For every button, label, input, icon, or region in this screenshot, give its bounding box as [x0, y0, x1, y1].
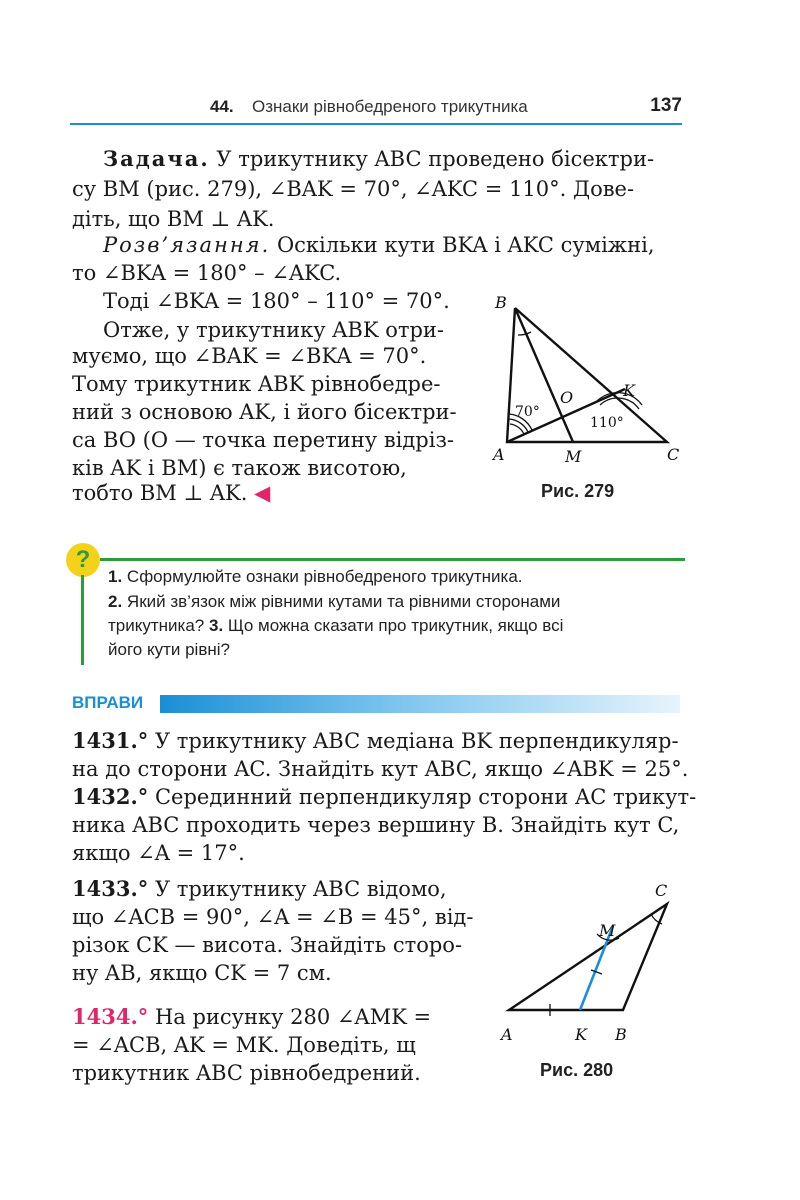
question-line-3 [108, 614, 563, 638]
solution-text-1: Оскільки кути BKA і AKC суміжні, [276, 233, 655, 257]
question-2-text-b: трикутника? [108, 616, 205, 635]
figure-279 [485, 290, 695, 470]
label-a-279: A [493, 445, 505, 464]
exercise-1431-text-1: У трикутнику ABC медіана BK перпендикуляр- [154, 729, 679, 753]
solution-text-10: тобто BM ⊥ AK. [72, 481, 248, 505]
questions-block [66, 543, 686, 668]
header-rule [70, 123, 682, 125]
solution-line-9: ків AK і BM) є також висотою, [72, 456, 407, 480]
exercise-1432-line-3: якщо ∠A = 17°. [72, 841, 245, 865]
question-mark-glyph: ? [75, 546, 91, 573]
page-number: 137 [650, 95, 682, 116]
question-mark-icon [66, 543, 100, 577]
question-1-number: 1. [108, 567, 123, 586]
exercise-1433-line-4: ну AB, якщо CK = 7 см. [72, 961, 332, 985]
exercise-1433-line-3: різок CK — висота. Знайдіть сторо- [72, 933, 463, 957]
bisector-bm [515, 308, 573, 442]
exercise-1433-text-1: У трикутнику ABC відомо, [154, 877, 447, 901]
exercise-1434-line-1 [72, 1002, 431, 1032]
problem-line-1 [103, 144, 654, 174]
solution-line-10 [72, 478, 270, 508]
questions-left-rule [81, 575, 84, 665]
solution-line-6: Тому трикутник ABK рівнобедре- [72, 372, 441, 396]
exercise-1434-text-1: На рисунку 280 ∠AMK = [154, 1005, 432, 1029]
solution-line-7: ний з основою AK, і його бісектри- [72, 400, 457, 424]
triangle-abc-280 [509, 904, 667, 1010]
question-1-text: Сформулюйте ознаки рівнобедреного трикутника. [126, 567, 523, 586]
figure-280-caption: Рис. 280 [540, 1060, 614, 1080]
exercise-1433-line-2: що ∠ACB = 90°, ∠A = ∠B = 45°, від- [72, 905, 474, 929]
exercises-label: ВПРАВИ [72, 693, 144, 712]
problem-line-2: су BM (рис. 279), ∠BAK = 70°, ∠AKC = 110°. Дове- [72, 177, 635, 201]
solution-line-5: муємо, що ∠BAK = ∠BKA = 70°. [72, 344, 427, 368]
problem-label: Задача. [103, 146, 210, 171]
exercise-1434-line-3: трикутник ABC рівнобедрений. [72, 1061, 421, 1085]
exercise-1434-number: 1434.° [72, 1004, 149, 1029]
solution-line-4: Отже, у трикутнику ABK отри- [103, 318, 445, 342]
label-b-279: B [495, 293, 507, 312]
exercise-1433-line-1 [72, 874, 447, 904]
label-k-280: K [575, 1025, 587, 1044]
angle-arc-a-3 [510, 424, 524, 434]
label-c-279: C [667, 445, 680, 464]
solution-line-2: то ∠BKA = 180° – ∠AKC. [72, 261, 342, 285]
solution-line-3: Тоді ∠BKA = 180° – 110° = 70°. [103, 289, 450, 313]
label-c-280: C [655, 881, 668, 900]
angle-label-k-279: 110° [590, 415, 624, 431]
solution-line-1 [103, 230, 655, 260]
label-b-280: B [615, 1025, 627, 1044]
running-header [70, 93, 682, 123]
exercise-1431-line-2: на до сторони AC. Знайдіть кут ABC, якщо ∠ABK = 25°. [72, 757, 689, 781]
question-3-text-a: Що можна сказати про трикутник, якщо всі [227, 616, 564, 635]
label-m-280: M [599, 921, 616, 940]
chapter-title: Ознаки рівнобедреного трикутника [252, 97, 528, 116]
question-2-number: 2. [108, 592, 123, 611]
label-m-279: M [565, 447, 582, 466]
exercise-1432-number: 1432.° [72, 784, 149, 809]
problem-text-1: У трикутнику ABC проведено бісектри- [216, 147, 655, 171]
solution-line-8: са BO (O — точка перетину відріз- [72, 428, 455, 452]
label-o-279: O [560, 388, 574, 407]
exercise-1433-number: 1433.° [72, 876, 149, 901]
figure-279-caption: Рис. 279 [541, 481, 615, 501]
exercise-1432-line-1 [72, 782, 696, 812]
question-3-number: 3. [209, 616, 224, 635]
exercise-1431-number: 1431.° [72, 728, 149, 753]
question-2-text-a: Який зв’язок між рівними кутами та рівними сторонами [126, 592, 561, 611]
label-a-280: A [501, 1025, 513, 1044]
problem-line-3: діть, що BM ⊥ AK. [72, 207, 275, 231]
questions-top-rule [100, 558, 685, 561]
question-line-4: його кути рівні? [108, 640, 230, 659]
exercise-1434-line-2: = ∠ACB, AK = MK. Доведіть, щ [72, 1033, 416, 1057]
figure-280 [495, 878, 685, 1048]
solution-label: Розв’язання. [103, 233, 271, 257]
chapter-number: 44. [210, 97, 234, 116]
exercise-1432-text-1: Серединний перпендикуляр сторони AC трикут- [154, 785, 697, 809]
angle-label-a-279: 70° [515, 404, 540, 420]
end-of-solution-marker: ◀ [254, 481, 271, 505]
exercise-1432-line-2: ника ABC проходить через вершину B. Знайдіть кут C, [72, 813, 680, 837]
question-line-1 [108, 565, 523, 589]
label-k-279: K [623, 381, 635, 400]
exercises-bar [160, 695, 680, 713]
triangle-abc-279 [507, 308, 667, 442]
question-line-2 [108, 590, 560, 614]
exercise-1431-line-1 [72, 726, 679, 756]
